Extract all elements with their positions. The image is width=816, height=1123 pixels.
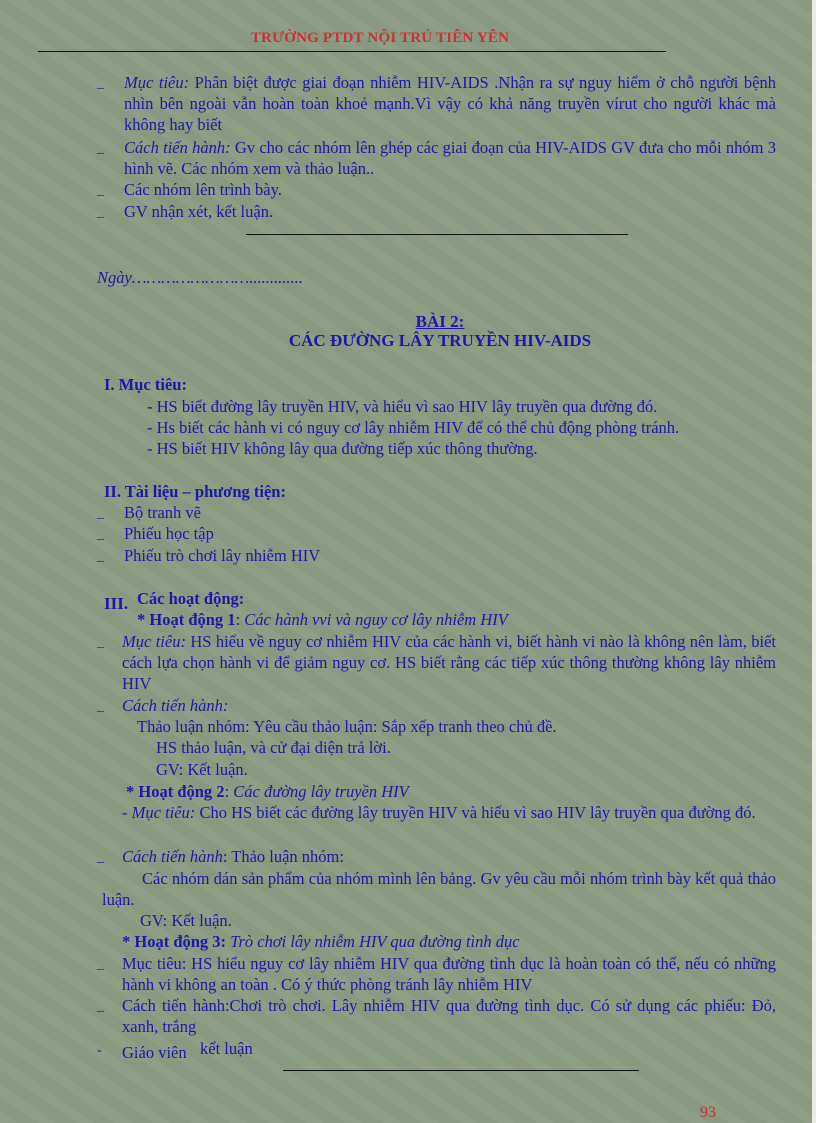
- section-heading-activities: Các hoạt động:: [137, 589, 245, 608]
- page-header: TRƯỜNG PTDT NỘI TRÚ TIÊN YÊN: [250, 30, 510, 46]
- section-heading-materials: II. Tài liệu – phương tiện:: [104, 482, 286, 501]
- muc-tieu-paragraph: [124, 72, 776, 135]
- activity-1-objective: Mục tiêu: HS hiểu về nguy cơ nhiễm HIV của các hành vi, biết hành vi nào là không nên làm, biết cách lựa chọn hành vi để giảm nguy cơ. HS biết rằng các tiếp xúc thông thường không lây nhiễm HIV: [122, 632, 777, 693]
- page-edge: [812, 0, 816, 1123]
- section-heading-objectives: I. Mục tiêu:: [104, 375, 187, 394]
- bullet-marker: _: [97, 183, 104, 198]
- activity-2-conclusion: GV: Kết luận.: [140, 911, 232, 930]
- objective-item: - HS biết đường lây truyền HIV, và hiểu vì sao HIV lây truyền qua đường đó.: [147, 397, 658, 416]
- list-item: GV nhận xét, kết luận.: [124, 202, 274, 221]
- activity-1-heading: * Hoạt động 1: Các hành vvi và nguy cơ lây nhiễm HIV: [137, 610, 508, 629]
- activity-1-step: Thảo luận nhóm: Yêu cầu thảo luận: Sắp xếp tranh theo chủ đề.: [137, 717, 557, 736]
- section-divider: [246, 234, 628, 235]
- activity-3-heading: * Hoạt động 3: Trò chơi lây nhiễm HIV qua đường tình dục: [122, 932, 520, 951]
- bullet-marker: _: [97, 527, 104, 542]
- muc-tieu-text: Phân biệt được giai đoạn nhiễm HIV-AIDS .Nhận ra sự nguy hiểm ở chỗ người bệnh nhìn bên ngoài vẫn hoàn toàn khoẻ mạnh.Vì vậy có khả năng truyền vírut cho người khác mà không hay biết: [124, 73, 777, 134]
- page-number: 93: [700, 1104, 716, 1121]
- objective-item: - HS biết HIV không lây qua đường tiếp xúc thông thường.: [147, 439, 538, 458]
- activity-2-heading: * Hoạt động 2: Các đường lây truyền HIV: [126, 782, 409, 801]
- bullet-marker: _: [97, 999, 104, 1014]
- activity-2-paragraph: Các nhóm dán sản phẩm của nhóm mình lên bảng. Gv yêu cầu mỗi nhóm trình bày kết quả thảo luận.: [102, 869, 776, 909]
- activity-1-step: GV: Kết luận.: [156, 760, 248, 779]
- bullet-marker: _: [97, 506, 104, 521]
- bullet-marker: -: [97, 1043, 102, 1058]
- activity-1-step: HS thảo luận, và cử đại diện trả lời.: [156, 738, 391, 757]
- activity-3-conclusion: kết luận: [200, 1039, 253, 1058]
- date-line: Ngày…………………….............: [97, 268, 303, 287]
- activity-1-method-label: Cách tiến hành:: [122, 696, 229, 715]
- material-item: Phiếu học tập: [124, 524, 214, 543]
- bullet-marker: _: [97, 635, 104, 650]
- material-item: Bộ tranh vẽ: [124, 503, 201, 522]
- list-item: Các nhóm lên trình bày.: [124, 180, 282, 199]
- bullet-marker: _: [97, 699, 104, 714]
- bullet-marker: _: [97, 76, 104, 91]
- lesson-title: CÁC ĐƯỜNG LÂY TRUYỀN HIV-AIDS: [288, 331, 592, 350]
- cach-tien-hanh-paragraph: [124, 137, 776, 179]
- bullet-marker: _: [97, 850, 104, 865]
- activity-2-method: Cách tiến hành: Thảo luận nhóm:: [122, 847, 344, 866]
- activity-3-method: Cách tiến hành:Chơi trò chơi. Lây nhiễm HIV qua đường tình dục. Có sử dụng các phiếu: Đỏ, xanh, trắng: [122, 996, 776, 1036]
- section-roman-three: III.: [104, 594, 129, 613]
- cach-label: Cách tiến hành:: [124, 138, 231, 157]
- section-divider: [283, 1070, 639, 1071]
- bullet-marker: _: [97, 141, 104, 156]
- lesson-number: BÀI 2:: [415, 312, 465, 331]
- activity-2-objective: - Mục tiêu: Cho HS biết các đường lây truyền HIV và hiểu vì sao HIV lây truyền qua đường đó.: [122, 803, 756, 822]
- bullet-marker: _: [97, 549, 104, 564]
- cach-text: Gv cho các nhóm lên ghép các giai đoạn của HIV-AIDS GV đưa cho mỗi nhóm 3 hình vẽ. Các nhóm xem và thảo luận..: [124, 138, 776, 178]
- activity-3-objective: Mục tiêu: HS hiểu nguy cơ lây nhiễm HIV qua đường tình dục là hoàn toàn có thể, nếu có những hành vi không an toàn . Có ý thức phòng tránh lây nhiễm HIV: [122, 954, 776, 994]
- material-item: Phiếu trò chơi lây nhiễm HIV: [124, 546, 321, 565]
- objective-item: - Hs biết các hành vi có nguy cơ lây nhiễm HIV để có thể chủ động phòng tránh.: [147, 418, 680, 437]
- bullet-marker: _: [97, 205, 104, 220]
- muc-tieu-label: Mục tiêu:: [124, 73, 190, 92]
- bullet-marker: _: [97, 957, 104, 972]
- header-rule: [38, 51, 666, 52]
- activity-3-teacher: Giáo viên: [122, 1043, 187, 1062]
